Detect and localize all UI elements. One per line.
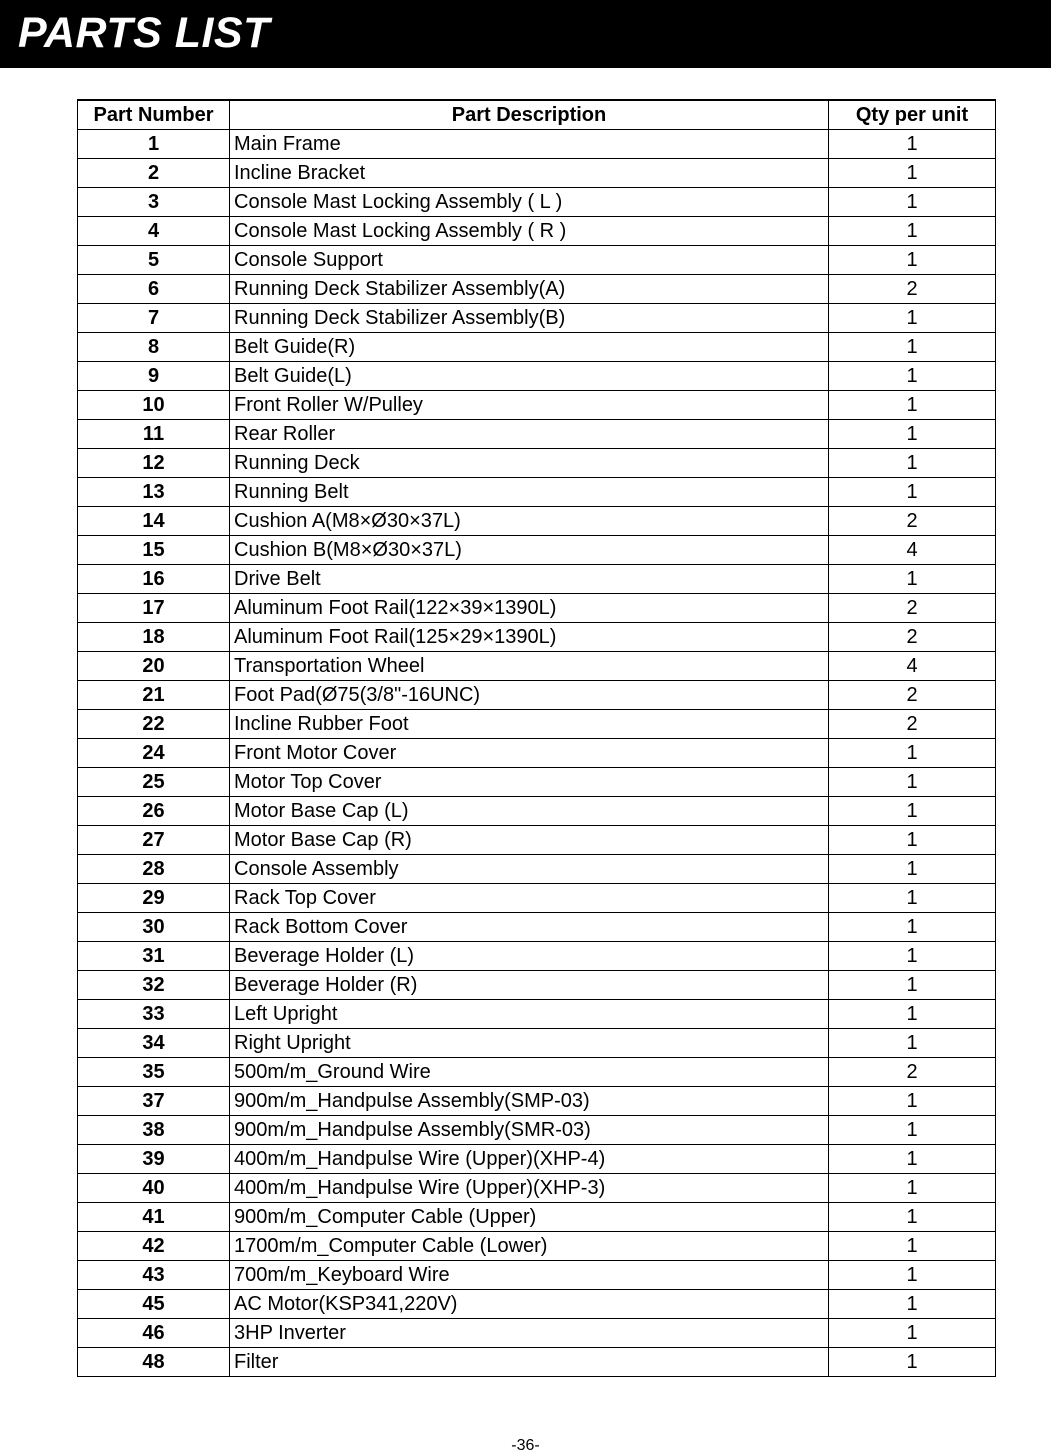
part-number-cell: 28 bbox=[78, 855, 230, 884]
qty-cell: 2 bbox=[829, 275, 996, 304]
qty-cell: 1 bbox=[829, 391, 996, 420]
qty-cell: 1 bbox=[829, 1029, 996, 1058]
part-number-cell: 29 bbox=[78, 884, 230, 913]
parts-table bbox=[77, 99, 996, 1377]
table-row bbox=[78, 855, 996, 884]
part-number-cell: 3 bbox=[78, 188, 230, 217]
part-description-cell: Console Mast Locking Assembly ( L ) bbox=[230, 188, 829, 217]
qty-cell: 1 bbox=[829, 1116, 996, 1145]
part-description-cell: Right Upright bbox=[230, 1029, 829, 1058]
part-description-cell: Foot Pad(Ø75(3/8"-16UNC) bbox=[230, 681, 829, 710]
part-description-cell: Beverage Holder (L) bbox=[230, 942, 829, 971]
qty-cell: 1 bbox=[829, 1145, 996, 1174]
part-description-cell: 700m/m_Keyboard Wire bbox=[230, 1261, 829, 1290]
part-number-cell: 21 bbox=[78, 681, 230, 710]
part-description-cell: Filter bbox=[230, 1348, 829, 1377]
part-number-cell: 26 bbox=[78, 797, 230, 826]
table-row bbox=[78, 188, 996, 217]
part-number-cell: 12 bbox=[78, 449, 230, 478]
part-number-cell: 2 bbox=[78, 159, 230, 188]
part-number-cell: 31 bbox=[78, 942, 230, 971]
part-description-cell: Front Motor Cover bbox=[230, 739, 829, 768]
table-row bbox=[78, 1290, 996, 1319]
part-description-cell: Running Deck bbox=[230, 449, 829, 478]
table-row bbox=[78, 1087, 996, 1116]
table-row bbox=[78, 971, 996, 1000]
part-number-cell: 13 bbox=[78, 478, 230, 507]
qty-cell: 1 bbox=[829, 1290, 996, 1319]
qty-cell: 2 bbox=[829, 710, 996, 739]
part-number-cell: 22 bbox=[78, 710, 230, 739]
part-description-cell: 900m/m_Handpulse Assembly(SMP-03) bbox=[230, 1087, 829, 1116]
qty-cell: 1 bbox=[829, 855, 996, 884]
table-row bbox=[78, 246, 996, 275]
part-description-cell: 1700m/m_Computer Cable (Lower) bbox=[230, 1232, 829, 1261]
part-description-cell: Beverage Holder (R) bbox=[230, 971, 829, 1000]
table-row bbox=[78, 217, 996, 246]
part-number-cell: 32 bbox=[78, 971, 230, 1000]
table-row bbox=[78, 681, 996, 710]
part-description-cell: Running Belt bbox=[230, 478, 829, 507]
qty-cell: 1 bbox=[829, 130, 996, 159]
part-description-cell: Cushion B(M8×Ø30×37L) bbox=[230, 536, 829, 565]
part-description-cell: 900m/m_Handpulse Assembly(SMR-03) bbox=[230, 1116, 829, 1145]
part-number-cell: 7 bbox=[78, 304, 230, 333]
table-row bbox=[78, 1319, 996, 1348]
table-row bbox=[78, 130, 996, 159]
part-number-cell: 15 bbox=[78, 536, 230, 565]
part-description-cell: Main Frame bbox=[230, 130, 829, 159]
table-row bbox=[78, 536, 996, 565]
table-row bbox=[78, 768, 996, 797]
qty-cell: 1 bbox=[829, 304, 996, 333]
title-bar bbox=[0, 0, 1051, 68]
part-description-cell: Console Assembly bbox=[230, 855, 829, 884]
table-row bbox=[78, 913, 996, 942]
qty-cell: 1 bbox=[829, 333, 996, 362]
qty-cell: 4 bbox=[829, 652, 996, 681]
part-description-cell: Aluminum Foot Rail(125×29×1390L) bbox=[230, 623, 829, 652]
part-number-cell: 14 bbox=[78, 507, 230, 536]
qty-cell: 1 bbox=[829, 1232, 996, 1261]
qty-cell: 2 bbox=[829, 507, 996, 536]
part-number-cell: 45 bbox=[78, 1290, 230, 1319]
table-row bbox=[78, 1000, 996, 1029]
part-description-cell: 500m/m_Ground Wire bbox=[230, 1058, 829, 1087]
qty-cell: 4 bbox=[829, 536, 996, 565]
table-row bbox=[78, 391, 996, 420]
part-description-cell: Motor Base Cap (L) bbox=[230, 797, 829, 826]
qty-cell: 1 bbox=[829, 1174, 996, 1203]
table-row bbox=[78, 1203, 996, 1232]
part-number-cell: 43 bbox=[78, 1261, 230, 1290]
qty-cell: 1 bbox=[829, 478, 996, 507]
qty-cell: 1 bbox=[829, 884, 996, 913]
part-number-cell: 40 bbox=[78, 1174, 230, 1203]
part-number-cell: 34 bbox=[78, 1029, 230, 1058]
part-number-cell: 1 bbox=[78, 130, 230, 159]
qty-cell: 1 bbox=[829, 826, 996, 855]
table-row bbox=[78, 1232, 996, 1261]
qty-cell: 1 bbox=[829, 1261, 996, 1290]
qty-cell: 1 bbox=[829, 188, 996, 217]
qty-cell: 1 bbox=[829, 1203, 996, 1232]
part-number-cell: 30 bbox=[78, 913, 230, 942]
part-number-cell: 16 bbox=[78, 565, 230, 594]
part-number-cell: 25 bbox=[78, 768, 230, 797]
qty-cell: 1 bbox=[829, 217, 996, 246]
part-description-cell: Console Mast Locking Assembly ( R ) bbox=[230, 217, 829, 246]
table-row bbox=[78, 1348, 996, 1377]
part-number-cell: 46 bbox=[78, 1319, 230, 1348]
qty-cell: 1 bbox=[829, 1087, 996, 1116]
qty-cell: 2 bbox=[829, 594, 996, 623]
table-row bbox=[78, 449, 996, 478]
table-row bbox=[78, 1058, 996, 1087]
table-row bbox=[78, 1145, 996, 1174]
part-number-cell: 9 bbox=[78, 362, 230, 391]
part-number-cell: 33 bbox=[78, 1000, 230, 1029]
table-row bbox=[78, 304, 996, 333]
qty-cell: 1 bbox=[829, 420, 996, 449]
part-description-cell: Belt Guide(R) bbox=[230, 333, 829, 362]
part-description-cell: Incline Rubber Foot bbox=[230, 710, 829, 739]
table-row bbox=[78, 797, 996, 826]
table-row bbox=[78, 420, 996, 449]
table-row bbox=[78, 826, 996, 855]
page-number: -36- bbox=[511, 1437, 540, 1454]
table-row bbox=[78, 1174, 996, 1203]
table-row bbox=[78, 594, 996, 623]
table-row bbox=[78, 942, 996, 971]
part-description-cell: Drive Belt bbox=[230, 565, 829, 594]
table-header-row bbox=[78, 100, 996, 130]
part-number-cell: 10 bbox=[78, 391, 230, 420]
part-number-cell: 17 bbox=[78, 594, 230, 623]
qty-cell: 1 bbox=[829, 159, 996, 188]
part-description-cell: 400m/m_Handpulse Wire (Upper)(XHP-4) bbox=[230, 1145, 829, 1174]
qty-cell: 1 bbox=[829, 1000, 996, 1029]
table-row bbox=[78, 478, 996, 507]
qty-cell: 1 bbox=[829, 768, 996, 797]
part-number-cell: 38 bbox=[78, 1116, 230, 1145]
part-description-cell: Rack Top Cover bbox=[230, 884, 829, 913]
qty-cell: 1 bbox=[829, 913, 996, 942]
part-number-cell: 37 bbox=[78, 1087, 230, 1116]
qty-cell: 1 bbox=[829, 942, 996, 971]
parts-table-body bbox=[78, 130, 996, 1377]
qty-cell: 1 bbox=[829, 739, 996, 768]
part-description-cell: AC Motor(KSP341,220V) bbox=[230, 1290, 829, 1319]
table-row bbox=[78, 710, 996, 739]
table-row bbox=[78, 652, 996, 681]
column-header-part-number: Part Number bbox=[78, 100, 230, 130]
table-row bbox=[78, 565, 996, 594]
part-description-cell: Rack Bottom Cover bbox=[230, 913, 829, 942]
table-row bbox=[78, 362, 996, 391]
part-description-cell: Rear Roller bbox=[230, 420, 829, 449]
part-number-cell: 27 bbox=[78, 826, 230, 855]
table-row bbox=[78, 1029, 996, 1058]
table-row bbox=[78, 623, 996, 652]
table-row bbox=[78, 1261, 996, 1290]
table-row bbox=[78, 739, 996, 768]
part-number-cell: 6 bbox=[78, 275, 230, 304]
part-number-cell: 4 bbox=[78, 217, 230, 246]
part-description-cell: 900m/m_Computer Cable (Upper) bbox=[230, 1203, 829, 1232]
qty-cell: 1 bbox=[829, 565, 996, 594]
part-description-cell: Left Upright bbox=[230, 1000, 829, 1029]
part-description-cell: Aluminum Foot Rail(122×39×1390L) bbox=[230, 594, 829, 623]
column-header-part-description: Part Description bbox=[230, 100, 829, 130]
page-title: PARTS LIST bbox=[18, 9, 270, 57]
qty-cell: 2 bbox=[829, 623, 996, 652]
qty-cell: 2 bbox=[829, 681, 996, 710]
part-description-cell: Running Deck Stabilizer Assembly(A) bbox=[230, 275, 829, 304]
part-number-cell: 18 bbox=[78, 623, 230, 652]
table-row bbox=[78, 275, 996, 304]
part-description-cell: Transportation Wheel bbox=[230, 652, 829, 681]
part-number-cell: 35 bbox=[78, 1058, 230, 1087]
part-number-cell: 20 bbox=[78, 652, 230, 681]
part-description-cell: Cushion A(M8×Ø30×37L) bbox=[230, 507, 829, 536]
qty-cell: 1 bbox=[829, 362, 996, 391]
qty-cell: 1 bbox=[829, 1319, 996, 1348]
part-number-cell: 5 bbox=[78, 246, 230, 275]
part-number-cell: 42 bbox=[78, 1232, 230, 1261]
part-number-cell: 41 bbox=[78, 1203, 230, 1232]
part-description-cell: Running Deck Stabilizer Assembly(B) bbox=[230, 304, 829, 333]
table-row bbox=[78, 159, 996, 188]
part-description-cell: Console Support bbox=[230, 246, 829, 275]
qty-cell: 1 bbox=[829, 1348, 996, 1377]
part-number-cell: 11 bbox=[78, 420, 230, 449]
part-description-cell: 400m/m_Handpulse Wire (Upper)(XHP-3) bbox=[230, 1174, 829, 1203]
qty-cell: 1 bbox=[829, 971, 996, 1000]
table-row bbox=[78, 1116, 996, 1145]
part-number-cell: 39 bbox=[78, 1145, 230, 1174]
part-description-cell: 3HP Inverter bbox=[230, 1319, 829, 1348]
part-description-cell: Motor Base Cap (R) bbox=[230, 826, 829, 855]
part-description-cell: Motor Top Cover bbox=[230, 768, 829, 797]
qty-cell: 1 bbox=[829, 797, 996, 826]
column-header-qty: Qty per unit bbox=[829, 100, 996, 130]
qty-cell: 1 bbox=[829, 246, 996, 275]
part-description-cell: Belt Guide(L) bbox=[230, 362, 829, 391]
part-description-cell: Front Roller W/Pulley bbox=[230, 391, 829, 420]
part-number-cell: 8 bbox=[78, 333, 230, 362]
qty-cell: 2 bbox=[829, 1058, 996, 1087]
table-row bbox=[78, 333, 996, 362]
table-row bbox=[78, 507, 996, 536]
part-number-cell: 48 bbox=[78, 1348, 230, 1377]
qty-cell: 1 bbox=[829, 449, 996, 478]
table-row bbox=[78, 884, 996, 913]
part-description-cell: Incline Bracket bbox=[230, 159, 829, 188]
part-number-cell: 24 bbox=[78, 739, 230, 768]
